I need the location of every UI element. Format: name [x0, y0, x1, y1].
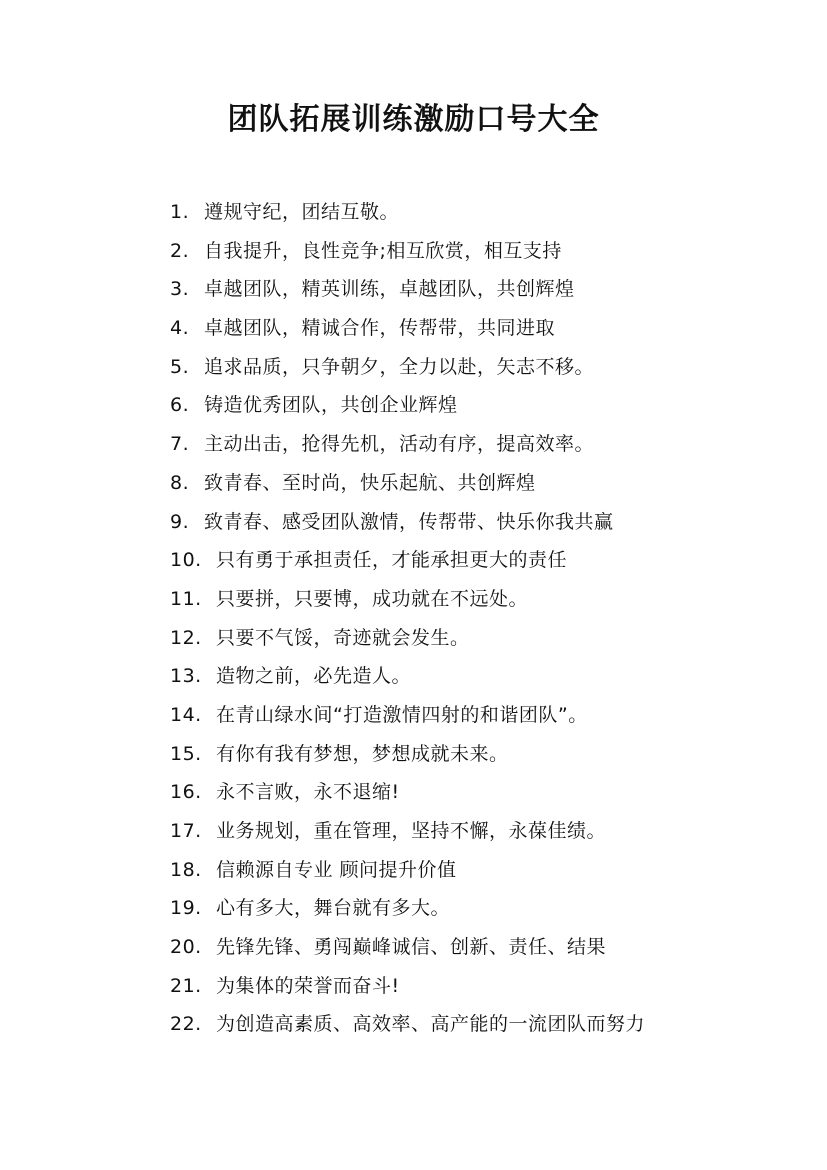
list-item [170, 1005, 790, 1044]
item-number: 15. [170, 742, 202, 765]
item-text: 为创造高素质、高效率、高产能的一流团队而努力 [216, 1013, 646, 1036]
item-number: 6. [170, 394, 190, 417]
list-item [170, 232, 790, 271]
item-text: 致青春、感受团队激情，传帮带、快乐你我共赢 [204, 510, 614, 533]
item-number: 22. [170, 1013, 202, 1036]
list-item [170, 812, 790, 851]
list-item [170, 773, 790, 812]
item-text: 信赖源自专业 顾问提升价值 [216, 858, 457, 881]
item-text: 心有多大，舞台就有多大。 [216, 897, 451, 920]
item-number: 9. [170, 510, 190, 533]
item-number: 1. [170, 201, 190, 223]
list-item [170, 503, 790, 542]
list-item [170, 464, 790, 503]
list-item [170, 619, 790, 658]
list-item [170, 386, 790, 425]
item-number: 5. [170, 355, 190, 378]
item-number: 20. [170, 936, 202, 959]
item-number: 21. [170, 974, 202, 997]
item-number: 11. [170, 587, 202, 610]
item-text: 追求品质，只争朝夕，全力以赴，矢志不移。 [204, 355, 595, 378]
list-item [170, 851, 790, 890]
item-text: 为集体的荣誉而奋斗! [216, 974, 400, 997]
item-number: 3. [170, 278, 190, 301]
item-number: 10. [170, 549, 202, 572]
item-text: 先锋先锋、勇闯巅峰诚信、创新、责任、结果 [216, 936, 607, 959]
item-text: 只要拼，只要博，成功就在不远处。 [216, 587, 529, 610]
item-text: 业务规划，重在管理，坚持不懈，永葆佳绩。 [216, 820, 607, 842]
item-number: 12. [170, 626, 202, 649]
list-item [170, 425, 790, 464]
item-text: 卓越团队，精诚合作，传帮带，共同进取 [204, 317, 556, 340]
item-text: 主动出击，抢得先机，活动有序，提高效率。 [204, 433, 595, 456]
list-item [170, 580, 790, 619]
list-item [170, 657, 790, 696]
item-text: 铸造优秀团队，共创企业辉煌 [204, 394, 458, 417]
item-text: 致青春、至时尚，快乐起航、共创辉煌 [204, 471, 536, 494]
item-text: 永不言败，永不退缩! [216, 781, 400, 804]
list-item [170, 696, 790, 735]
list-item [170, 889, 790, 928]
item-text: 自我提升，良性竞争;相互欣赏，相互支持 [204, 239, 562, 262]
list-item [170, 735, 790, 774]
slogan-list [170, 193, 790, 1044]
item-text: 卓越团队，精英训练，卓越团队，共创辉煌 [204, 278, 575, 301]
item-text: 在青山绿水间“打造激情四射的和谐团队”。 [216, 703, 588, 726]
list-item [170, 193, 790, 232]
item-number: 18. [170, 858, 202, 881]
item-number: 8. [170, 471, 190, 494]
item-text: 只要不气馁，奇迹就会发生。 [216, 626, 470, 649]
list-item [170, 928, 790, 967]
item-number: 19. [170, 897, 202, 920]
list-item [170, 967, 790, 1006]
list-item [170, 309, 790, 348]
item-number: 13. [170, 665, 202, 688]
item-text: 遵规守纪，团结互敬。 [204, 201, 400, 223]
document-title: 团队拓展训练激励口号大全 [227, 102, 600, 137]
item-number: 7. [170, 433, 190, 456]
list-item [170, 541, 790, 580]
item-text: 有你有我有梦想，梦想成就未来。 [216, 742, 509, 765]
item-number: 4. [170, 317, 190, 340]
item-number: 16. [170, 781, 202, 804]
item-number: 17. [170, 820, 202, 842]
item-text: 只有勇于承担责任，才能承担更大的责任 [216, 549, 568, 572]
list-item [170, 270, 790, 309]
item-text: 造物之前，必先造人。 [216, 665, 412, 688]
item-number: 14. [170, 703, 202, 726]
list-item [170, 348, 790, 387]
item-number: 2. [170, 239, 190, 262]
